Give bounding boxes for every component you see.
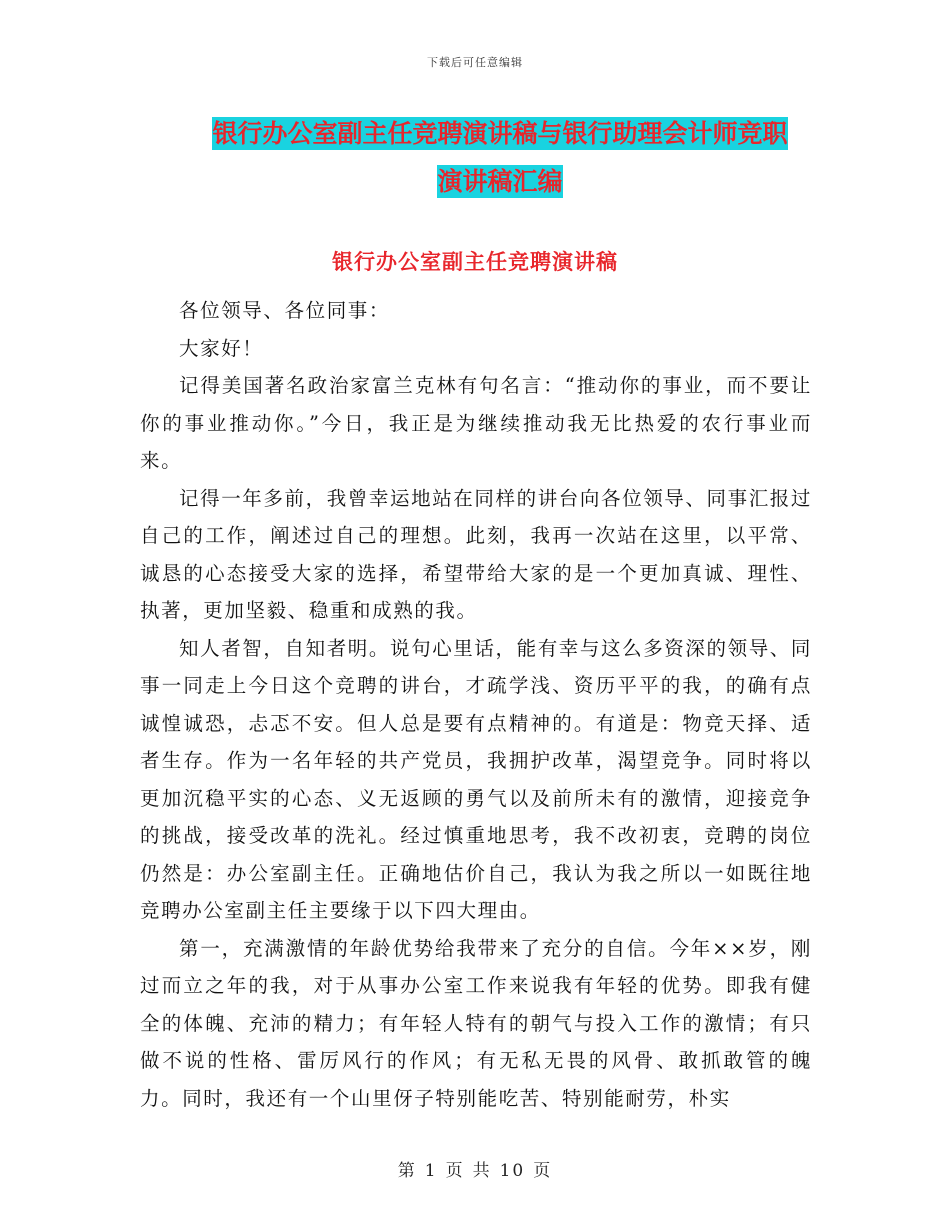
section-title: 银行办公室副主任竞聘演讲稿 <box>332 249 618 274</box>
document-title-line2: 演讲稿汇编 <box>437 167 563 196</box>
document-body <box>140 292 812 1117</box>
current-page-number: 1 <box>424 1161 438 1181</box>
header-note: 下载后可任意编辑 <box>427 56 523 69</box>
total-label-prefix: 共 <box>472 1161 492 1181</box>
page-label-prefix: 第 <box>397 1161 417 1181</box>
paragraph: 知人者智，自知者明。说句心里话，能有幸与这么多资深的领导、同事一同走上今日这个竞聘的讲台，才疏学浅、资历平平的我，的确有点诚惶诚恐，忐忑不安。但人总是要有点精神的。有道是：物竞天择、适者生存。作为一名年轻的共产党员，我拥护改革，渴望竞争。同时将以更加沉稳平实的心态、义无返顾的勇气以及前所未有的激情，迎接竞争的挑战，接受改革的洗礼。经过慎重地思考，我不改初衷，竞聘的岗位仍然是：办公室副主任。正确地估价自己，我认为我之所以一如既往地竞聘办公室副主任主要缘于以下四大理由。 <box>140 636 813 922</box>
page-label-suffix: 页 <box>533 1161 553 1181</box>
page-label-mid: 页 <box>445 1161 465 1181</box>
paragraph: 记得一年多前，我曾幸运地站在同样的讲台向各位领导、同事汇报过自己的工作，阐述过自己的理想。此刻，我再一次站在这里，以平常、诚恳的心态接受大家的选择，希望带给大家的是一个更加真诚、理性、执著，更加坚毅、稳重和成熟的我。 <box>140 486 813 622</box>
paragraph: 记得美国著名政治家富兰克林有句名言：“推动你的事业，而不要让你的事业推动你。”今日，我正是为继续推动我无比热爱的农行事业而来。 <box>140 374 812 472</box>
paragraph-greeting: 大家好！ <box>179 336 264 360</box>
page-footer <box>0 1156 950 1181</box>
paragraph: 第一，充满激情的年龄优势给我带来了充分的自信。今年××岁，刚过而立之年的我，对于从事办公室工作来说我有年轻的优势。即我有健全的体魄、充沛的精力；有年轻人特有的朝气与投入工作的激情；有只做不说的性格、雷厉风行的作风；有无私无畏的风骨、敢抓敢管的魄力。同时，我还有一个山里伢子特别能吃苦、特别能耐劳，朴实 <box>140 936 812 1110</box>
document-title <box>150 110 850 206</box>
paragraph-salutation: 各位领导、各位同事： <box>179 299 391 322</box>
document-title-line1: 银行办公室副主任竞聘演讲稿与银行助理会计师竞职 <box>212 119 788 148</box>
total-pages-number: 10 <box>499 1161 526 1181</box>
